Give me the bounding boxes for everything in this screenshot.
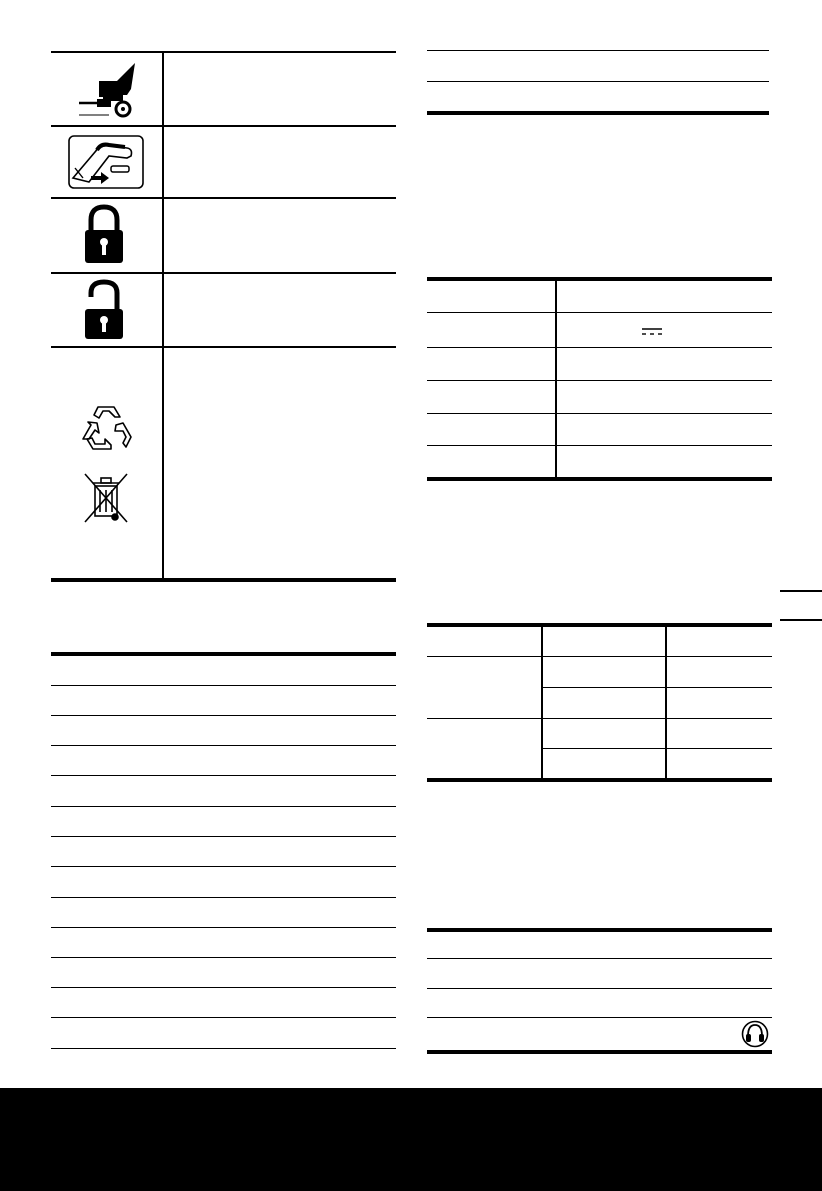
- battery-table-rule: [427, 718, 772, 719]
- battery-table-top-rule: [427, 623, 772, 627]
- component-list-rule: [51, 957, 396, 958]
- noise-table-rule: [427, 1017, 772, 1018]
- noise-table-rule: [427, 988, 772, 989]
- component-list-rule: [51, 836, 396, 837]
- side-tab-mark: [780, 619, 822, 621]
- symbol-table-bottom-rule: [51, 578, 396, 582]
- symbol-row-divider: [51, 197, 396, 199]
- footer-band: [0, 1088, 822, 1191]
- unlocked-padlock-icon: [78, 278, 130, 342]
- tech-data-bottom-rule: [427, 477, 772, 481]
- component-list-rule: [51, 1048, 396, 1049]
- side-tab-mark: [780, 590, 822, 592]
- ear-protection-icon: [740, 1019, 770, 1049]
- tech-data-top-rule: [427, 277, 772, 281]
- bar-lever-guard-icon: [66, 133, 146, 191]
- tech-data-rule: [427, 380, 772, 381]
- component-list-rule: [51, 987, 396, 988]
- battery-table-bottom-rule: [427, 778, 772, 782]
- symbol-table-divider: [162, 51, 164, 579]
- battery-table-rule: [427, 656, 772, 657]
- crossed-out-bin-icon: [78, 470, 134, 526]
- symbol-table-top-rule: [51, 51, 396, 53]
- tech-data-rule: [427, 413, 772, 414]
- dc-current-icon: [640, 326, 664, 338]
- symbol-row-divider: [51, 272, 396, 274]
- symbol-row-divider: [51, 346, 396, 348]
- symbol-row-divider: [51, 125, 396, 127]
- trimmer-edging-icon: [70, 58, 146, 120]
- component-list-rule: [51, 866, 396, 867]
- locked-padlock-icon: [78, 203, 130, 267]
- battery-table-divider: [541, 623, 543, 781]
- noise-table-top-rule: [427, 928, 772, 932]
- recycle-icon: [78, 402, 134, 454]
- top-right-rule: [427, 50, 769, 51]
- component-list-rule: [51, 927, 396, 928]
- component-list-rule: [51, 1017, 396, 1018]
- component-list-rule: [51, 775, 396, 776]
- battery-table-rule: [541, 748, 772, 749]
- top-right-rule: [427, 81, 769, 82]
- noise-table-bottom-rule: [427, 1050, 772, 1054]
- component-list-top-rule: [51, 652, 396, 656]
- component-list-rule: [51, 715, 396, 716]
- tech-data-rule: [427, 312, 772, 313]
- tech-data-divider: [555, 277, 557, 480]
- component-list-rule: [51, 685, 396, 686]
- noise-table-rule: [427, 958, 772, 959]
- component-list-rule: [51, 897, 396, 898]
- battery-table-rule: [541, 687, 772, 688]
- tech-data-rule: [427, 347, 772, 348]
- top-right-bottom-rule: [427, 111, 769, 115]
- component-list-rule: [51, 745, 396, 746]
- battery-table-divider: [665, 623, 667, 781]
- component-list-rule: [51, 806, 396, 807]
- tech-data-rule: [427, 445, 772, 446]
